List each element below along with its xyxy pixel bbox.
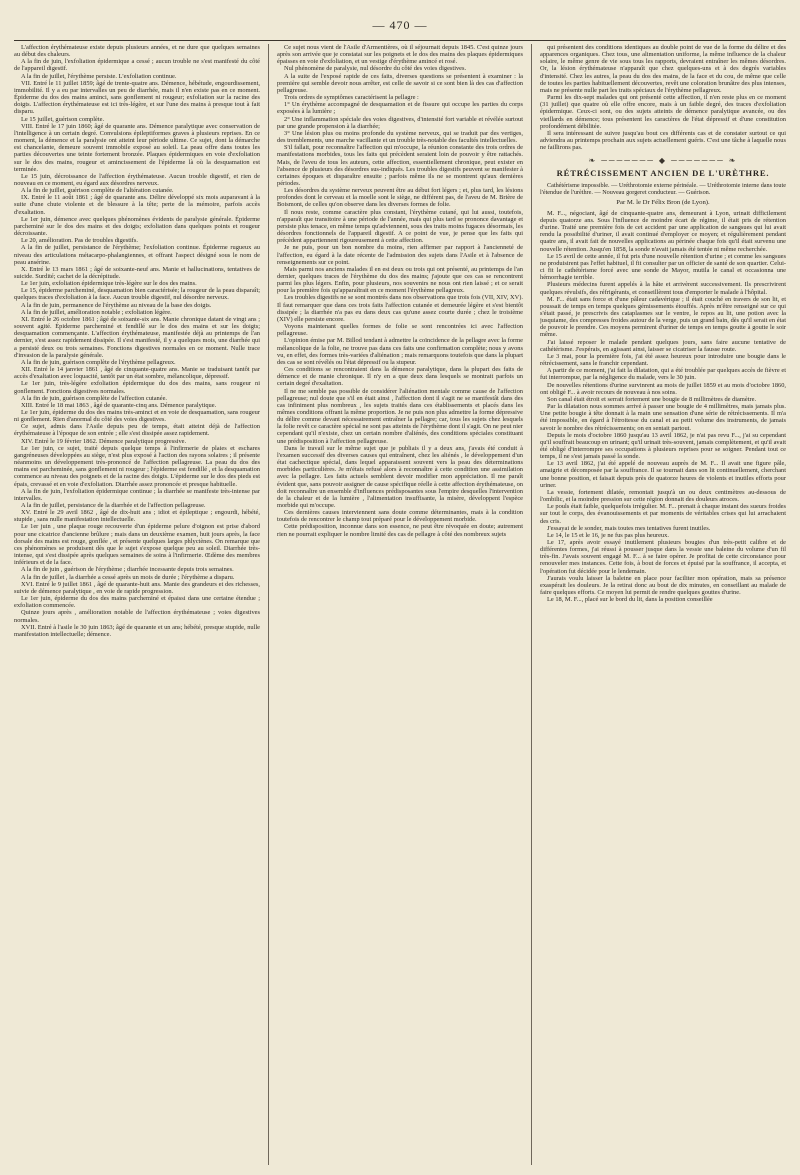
paragraph: Dans le travail sur le même sujet que je publiais il y a deux ans, j'avais été conduit à l'examen successif des diverses causes qui entraînent, chez les aliénés , le développement d'un état cachectique spécial, dans lequel apparaissent souvent vers la peau des déterminations morbides particulières. Je m'étais refusé alors à reconnaître à cette condition une assimilation avec la pellagre. Les faits actuels semblent devoir modifier mon appréciation. Il me paraît évident que, sans pouvoir assigner de cause spécifique réelle à cette affection érythémateuse, on doit reconnaître un ensemble d'influences prédisposantes sous l'empire desquelles l'intervention de la chaleur et de la lumière , l'alimentation insuffisante, la misère, développent l'espèce morbide qui m'occupe.	[277, 444, 523, 509]
paragraph: XI. Entré le 26 octobre 1861 ; âgé de soixante-six ans. Manie chronique datant de vingt ans ; souvent agité. Épiderme parcheminé et fendillé sur le dos des mains et sur les doigts; desquamation commençante. L'affection érythémateuse, manifestée déjà au printemps de l'an dernier, s'est assez rapidement dissipée. Il s'est manifesté, il y a quelques mois, une diarrhée qui a persisté deux ou trois semaines. Fonctions digestives normales en ce moment. Nulle trace d'invasion de la paralysie générale.	[14, 315, 260, 359]
paragraph: M. F..., négociant, âgé de cinquante-quatre ans, demeurant à Lyon, urinait difficilement depuis quatorze ans. Sous l'influence de moindre écart de régime, il était pris de rétention d'urine. Traité une première fois de cet accident par une application de sangsues qui lui avait rendu la possibilité d'uriner, il avait continué d'employer ce moyen; et régulièrement pendant quatre ans, il avait fait de nouvelles applications au périnée chaque fois qu'il était survenu une nouvelle rétention. Jusqu'en 1858, la sonde n'avait jamais été tentée ni même recherchée.	[540, 209, 786, 253]
paragraph: A la fin de juin, l'exfoliation épidermique a cessé ; aucun trouble ne s'est manifesté du côté de l'appareil digestif.	[14, 58, 260, 73]
paragraph: XV. Entré le 29 avril 1862 , âgé de dix-huit ans ; idiot et épileptique ; engourdi, hébété, stupide , sans nulle manifestation intellectuelle.	[14, 509, 260, 524]
paragraph: Cette prédisposition, inconnue dans son essence, ne peut être révoquée en doute; autrement rien ne pourrait expliquer le nombre limité des cas de pellagre à côté des nombreux sujets	[277, 523, 523, 538]
paragraph: A la fin de juin, l'exfoliation épidermique continue ; la diarrhée se manifeste très-intense par intervalles.	[14, 487, 260, 502]
paragraph: VII. Entré le 11 juillet 1859; âgé de trente-quatre ans. Démence, hébétude, engourdissement, immobilité. Il y a eu par intervalles un peu de diarrhée, mais il n'en existe pas en ce moment. Épiderme du dos des mains aminci, sans gonflement ni rougeur; exfoliation sur la racine des doigts. L'affection érythémateuse est ici très-légère, et sur l'une des mains à presque tout à fait disparu.	[14, 79, 260, 116]
paragraph: J'essayai de le sonder, mais toutes mes tentatives furent inutiles.	[547, 524, 711, 532]
paragraph: L'opinion émise par M. Billod tendant à admettre la coïncidence de la pellagre avec la forme mélancolique de la folie, ne trouve pas dans ces faits une confirmation complète; nous y avons vu, en effet, des formes très-variées d'aliénation ; mais remarquons toutefois que dans la plupart des cas se sont révélés ou l'état dépressif ou la stupeur.	[277, 337, 523, 366]
paragraph: Le 18, M. F..., placé sur le bord du lit, dans la position conseillée	[547, 596, 713, 604]
paragraph: Le 1er juin, exfoliation épidermique très-légère sur le dos des mains.	[21, 280, 197, 288]
paragraph: Le pouls était faible, quelquefois irrégulier. M. F... prenait à chaque instant des sueurs froides sur tout le corps, des évanouissements et par moments de véritables crises qui lui arrachaient des cris.	[540, 503, 786, 525]
paragraph: Il nous reste, comme caractère plus constant, l'érythème cutané, qui lui aussi, toutefois, n'apparaît que transitoire à une période de l'année, mais qui plus tard se prononce davantage et persiste plus tenace, en même temps qu'adviennent, sous des traits moins fugaces désormais, les désordres fonctionnels de l'appareil digestif. A ce point de vue, je pense que les faits qui précèdent appartiennent rigoureusement à cette affection.	[277, 208, 523, 245]
paragraph: Les désordres du système nerveux peuvent être au début fort légers ; et, plus tard, les lésions profondes dont le cerveau et la moelle sont le siège, ne différent pas, de l'aveu de M. Brière de Boismont, de celles qu'on observe dans les diverses formes de folie.	[277, 187, 523, 209]
section-title: RÉTRÉCISSEMENT ANCIEN DE L'URÈTHRE.	[556, 167, 770, 178]
paragraph: A la suite de l'exposé rapide de ces faits, diverses questions se présentent à examiner : la première qui semble devoir nous arrêter, est celle de savoir si ce sont bien là des cas d'affection pellagreuse.	[277, 72, 523, 94]
paragraph: qui présentent des conditions identiques au double point de vue de la forme du délire et des apparences organiques. Chez tous, une alimentation uniforme, la même influence de la chaleur solaire, le même genre de vie sous tous les rapports, devraient entraîner les mêmes désordres. Or, la lésion érythémateuse n'apparaît que chez quelques-uns et à des degrés variables d'intensité. Chez les autres, la peau du dos des mains, de la face et du cou, de même que celle de toutes les parties habituellement découvertes, revêt une coloration brunâtre des plus intenses, mais ne présente nulle part les traits spéciaux de l'érythème pellagreux.	[540, 44, 786, 94]
header-rule	[14, 40, 786, 41]
paragraph: Ce sujet nous vient de l'Asile d'Armentières, où il séjournait depuis 1845. C'est quinze jours après son arrivée que je constatai sur les poignets et le dos des mains des plaques épidermiques épaisses en voie d'exfoliation, et un vestige d'érythème amincé et rosé.	[277, 44, 523, 66]
paragraph: IX. Entré le 11 août 1861 ; âgé de quarante ans. Délire développé six mois auparavant à la suite d'une chute violente et de blessure à la tête; perte de la mémoire, parfois accès d'exaltation.	[14, 194, 260, 216]
paragraph: Nul phénomène de paralysie, nul désordre du côté des voies digestives.	[284, 65, 467, 73]
paragraph: J'aurais voulu laisser la baleine en place pour faciliter mon opération, mais sa présence exaspérait les douleurs. Je la retirai donc au bout de dix minutes, en conseillant au malade de faire quelques efforts. Ce moyen lui permit de rendre quelques gouttes d'urine.	[540, 574, 786, 597]
paragraph: Plusieurs médecins furent appelés à la hâte et arrivèrent successivement. Ils prescrivirent quelques révulsifs, des réfrigérants, et conseillèrent tous d'emporter le malade à l'hôpital.	[540, 281, 786, 296]
column-separator	[531, 44, 532, 1165]
paragraph: XII. Entré le 14 janvier 1861 , âgé de cinquante-quatre ans. Manie se traduisant tantôt par accès d'exaltation avec loquacité, tantôt par un état sombre, mélancolique, dépressif.	[14, 366, 260, 381]
page-header	[14, 14, 786, 38]
paragraph: Ces dernières causes interviennent sans doute comme déterminantes, mais à la condition toutefois de rencontrer le champ tout préparé pour le développement morbide.	[277, 509, 523, 524]
paragraph: La vessie, fortement dilatée, remontait jusqu'à un ou deux centimètres au-dessous de l'ombilic, et la moindre pression sur cette région donnait des douleurs atroces.	[540, 488, 786, 504]
paragraph: Le 1er juin , une plaque rouge recouverte d'un épiderme pelure d'oignon est prise d'abord pour une cicatrice d'ancienne brûlure ; mais dans un deuxième examen, huit jours après, la face dorsale des mains est rouge, gonflée , et présente quelques larges phlyctènes. On remarque que ces phénomènes se produisent dès que le sujet s'expose quelque peu au soleil. Diarrhée très-intense, qui s'est dissipée après quelques semaines de soins à l'infirmerie. Œdème des membres inférieurs et de la face.	[14, 523, 260, 567]
article-body	[540, 210, 786, 604]
paragraph: Il ne me semble pas possible de considérer l'aliénation mentale comme cause de l'affection pellagreuse; nul doute que s'il en était ainsi , l'affection dont il s'agit ne se manifestât dans des cas infiniment plus nombreux , les sujets traités dans ces établissements et placés dans les mêmes conditions offrant la même proportion. Je ne puis non plus admettre la forme dépressive du délire comme devant nécessairement entraîner la pellagre; car, tous les sujets chez lesquels la folie revêt ce caractère spécial ne sont pas atteints de l'érythème dont il s'agit. On ne peut nier cependant qu'il n'existe, chez un certain nombre d'aliénés, des conditions spéciales constituant une prédisposition à l'affection pellagreuse.	[277, 387, 523, 445]
paragraph: Le 14, le 15 et le 16, je ne fus pas plus heureux.	[547, 531, 669, 539]
paragraph: Depuis le mois d'octobre 1860 jusqu'au 13 avril 1862, je n'ai pas revu F..., j'ai su cependant qu'il souffrait beaucoup en urinant; qu'il urinait très-souvent, jamais complètement, et qu'il avait été obligé d'interrompre ses occupations à plusieurs reprises pour se soigner. Pendant tout ce temps, il ne s'est jamais passé la sonde.	[540, 431, 786, 461]
paragraph: L'affection érythémateuse existe depuis plusieurs années, et ne dure que quelques semaines au début des chaleurs.	[14, 44, 260, 59]
paragraph: Le 15 juillet, guérison complète.	[21, 115, 105, 123]
paragraph: Le 1er juin, très-légère exfoliation épidermique du dos des mains, sans rougeur ni gonflement. Fonctions digestives normales.	[14, 380, 260, 395]
paragraph: J'ai laissé reposer le malade pendant quelques jours, sans faire aucune tentative de cathétérisme. J'espérais, en agissant ainsi, laisser se cicatriser la fausse route.	[540, 338, 786, 353]
paragraph: Ces conditions se rencontraient dans la démence paralytique, dans la plupart des faits de démence et de manie chronique. Il n'y en a que deux dans lesquels se montrait parfois un certain degré d'exaltation.	[277, 366, 523, 388]
paragraph: A la fin de juillet, persistance de la diarrhée et de l'affection pellagreuse.	[21, 502, 206, 509]
column-2	[277, 44, 523, 1165]
paragraph: A la fin de juillet, amélioration notable ; exfoliation légère.	[21, 308, 172, 316]
paragraph: Le 3 mai, pour la première fois, j'ai été assez heureux pour introduire une bougie dans le rétrécissement, sans le franchir cependant.	[540, 352, 786, 368]
paragraph: A la fin de juin, permanence de l'érythème au niveau de la base des doigts.	[21, 301, 212, 309]
section-summary: Cathétérisme impossible. — Uréthrotomie externe périnéale. — Uréthrotomie interne dans toute l'étendue de l'urèthre. — Nouveau gorgeret conducteur. — Guérison.	[540, 181, 786, 196]
paragraph: Parmi les dix-sept malades qui ont présenté cette affection, il n'en reste plus en ce moment (31 juillet) que quatre où elle offre encore, mais à un faible degré, des traces d'exfoliation épidermique. Ceux-ci sont, ou des sujets atteints de démence paralytique avancée, ou des vieillards en démence; tous présentent les caractères de l'état dépressif et d'une constitution profondément débilitée.	[540, 94, 786, 130]
paragraph: A partir de ce moment, j'ai fait la dilatation, qui a été troublée par quelques accès de fièvre et fut interrompue, par la négligence du malade, vers le 30 juin.	[540, 367, 786, 382]
paragraph: S'il fallait, pour reconnaître l'affection qui m'occupe, la réunion constante des trois ordres de manifestations morbides, tous les faits qui précèdent seraient loin de pouvoir y être rattachés. Mais, de l'aveu de tous les auteurs, cette affection, essentiellement chronique, peut exister en l'absence de plusieurs des désordres sus-indiqués. Les troubles digestifs peuvent se manifester à certaines époques et disparaître ensuite ; parfois même ils ne se montrent qu'aux dernières périodes.	[277, 144, 523, 187]
paragraph: Les troubles digestifs ne se sont montrés dans nos observations que trois fois (VII, XIV, XV). Il faut remarquer que dans ces trois faits l'affection cutanée et demeurée légère et s'est bientôt dissipée ; la diarrhée n'a pas eu dans deux cas qu'une assez courte durée ; chez le troisième (XIV) elle persiste encore.	[277, 294, 523, 323]
paragraph: Son canal était étroit et serrait fortement une bougie de 8 millimètres de diamètre.	[547, 395, 757, 403]
paragraph: A la fin de juillet, l'érythème persiste. L'exfoliation continue.	[21, 72, 177, 80]
column-3	[540, 44, 786, 1165]
paragraph: VIII. Entré le 17 juin 1860; âgé de quarante ans. Démence paralytique avec conservation de l'intelligence à un certain degré. Convulsions épileptiformes graves à plusieurs reprises. En ce moment, la démence et la paralysie ont atteint leur période ultime. Ce sujet, dont la démarche est chancelante, demeure souvent immobile exposé au soleil. La peau offre dans toutes les parties découvertes une teinte fortement bronzée. Plaques épidermiques en voie d'exfoliation sur le dos des mains, rougeur et amincissement de l'épiderme là où la desquamation est terminée.	[14, 122, 260, 173]
section-author: Par M. le Dr Félix Bron (de Lyon).	[616, 198, 710, 206]
paragraph: Mais parmi nos anciens malades il en est deux ou trois qui ont présenté, au printemps de l'an dernier, quelques traces de l'érythème du dos des mains; j'ajoute que ces cas se rencontrent parmi les plus légers. Enfin, pour plusieurs, nos souvenirs ne nous ont rien laissé ; et ce serait pour la première fois qu'apparaîtrait en ce moment l'érythème pellagreux.	[277, 265, 523, 295]
paragraph: Le 1er juin, épiderme du dos des mains très-aminci et en voie de desquamation, sans rougeur ni gonflement. Rien d'anormal du côté des voies digestives.	[14, 408, 260, 424]
paragraph: Trois ordres de symptômes caractérisent la pellagre :	[284, 94, 419, 102]
paragraph: A la fin de juin, guérison complète de l'affection cutanée.	[21, 394, 168, 402]
paragraph: Le 13 avril 1862, j'ai été appelé de nouveau auprès de M. F... Il avait une figure pâle, amaigrie et décomposée par la souffrance. Il se tournait dans son lit continuellement, cherchant une bonne position, et faisait depuis près de quatorze heures de violents et inutiles efforts pour uriner.	[540, 460, 786, 489]
paragraph: 2° Une inflammation spéciale des voies digestives, d'intensité fort variable et révélée surtout par une grande propension à la diarrhée;	[277, 115, 523, 130]
page-number: — 470 —	[372, 18, 428, 32]
paragraph: M. F... était sans force et d'une pâleur cadavérique ; il était couché en travers de son lit, et poussait de temps en temps quelques gémissements étouffés. Après m'être renseigné sur ce qui s'était passé, je prescrivis des cataplasmes sur le ventre, le repos au lit, une potion avec la jusquiame, des compresses froides autour de la verge, puis un grand bain, dès qu'il serait en état de pouvoir le prendre. Ces moyens permirent d'uriner de temps en temps goutte à goutte le soir même.	[540, 295, 786, 339]
column-separator	[268, 44, 269, 1165]
column-1	[14, 44, 260, 1165]
paragraph: A la fin de juin , guérison de l'érythème ; diarrhée incessante depuis trois semaines.	[21, 566, 234, 574]
paragraph: Par la dilatation nous sommes arrivé à passer une bougie de 4 millimètres, mais jamais plus. Une petite bougie à tête donnait à la main une sensation d'une série de rétrécissements. Il m'a été impossible, en égard à l'étroitesse du canal et au petit volume des instruments, de jamais savoir le nombre des rétrécissements; on en sentait partout.	[540, 403, 786, 432]
paragraph: Quinze jours après , amélioration notable de l'affection érythémateuse ; voies digestives normales.	[14, 609, 260, 624]
paragraph: Le 1er juin, démence avec quelques phénomènes évidents de paralysie générale. Épiderme parcheminé sur le dos des mains et des doigts; exfoliation dans quelques points et rougeur décroissante.	[14, 215, 260, 238]
paragraph: XVI. Entré le 9 juillet 1861 , âgé de quarante-huit ans. Manie des grandeurs et des richesses, suivie de démence paralytique , en voie de rapide progression.	[14, 580, 260, 595]
paragraph: Le 17, après avoir essayé inutilement plusieurs bougies d'un très-petit calibre et de différentes formes, j'ai réussi à pousser jusque dans la vessie une baleine du volume d'un fil très-fin. J'avais souvent engagé M. F... à se faire opérer. Je profitai de cette circonstance pour renouveler mes instances. Cette fois, à bout de forces et épuisé par la souffrance, il accepta, et l'opération fut décidée pour le lendemain.	[540, 539, 786, 575]
paragraph: Le 15 avril de cette année, il fut pris d'une nouvelle rétention d'urine ; et comme les sangsues ne produisirent pas l'effet habituel, il fit consulter par un officier de santé de son quartier. Celui-ci fit le cathétérisme forcé avec une sonde de Mayor, mutila le canal et occasionna une hémorrhagie terrible.	[540, 252, 786, 282]
text-columns	[14, 44, 786, 1165]
paragraph: Il sera intéressant de suivre jusqu'au bout ces différents cas et de constater surtout ce qui adviendra au printemps prochain aux sujets actuellement guéris. C'est une tâche à laquelle nous ne faillirons pas.	[540, 129, 786, 152]
column-3-continuation	[540, 44, 786, 151]
paragraph: Ce sujet, admis dans l'Asile depuis peu de temps, était atteint déjà de l'affection érythémateuse à l'époque de son entrée ; elle s'est dissipée assez rapidement.	[14, 423, 260, 438]
paragraph: Le 1er juin, ce sujet, traité depuis quelque temps à l'infirmerie de plaies et eschares gangréneuses développées au siège, n'est plus exposé à l'action des rayons solaires ; il présente néanmoins un développement très-prononcé de l'affection pellagreuse. La peau du dos des mains est parcheminée, sans gonflement ni rougeur ; l'épiderme est fendillé , et la desquamation commence au niveau des poignets et de la racine des doigts. L'épiderme sur le dos des pieds est épais, crevassé et en voie d'exfoliation. Diarrhée assez prononcée et presque habituelle.	[14, 444, 260, 488]
paragraph: De nouvelles rétentions d'urine survinrent au mois de juillet 1859 et au mois d'octobre 1860, ont obligé F... à avoir recours de nouveau à nos soins.	[540, 381, 786, 396]
paragraph: A la fin de juin, guérison complète de l'érythème pellagreux.	[21, 358, 176, 366]
paragraph: Voyons maintenant quelles formes de folie se sont rencontrées ici avec l'affection pellagreuse.	[277, 323, 523, 338]
section-ornament: ❧ ─────── ◆ ─────── ❧	[588, 156, 738, 166]
paragraph: 3° Une lésion plus ou moins profonde du système nerveux, qui se traduit par des vertiges, des tremblements, une marche vacillante et un trouble très-notable des facultés intellectuelles.	[277, 129, 523, 145]
paragraph: A la fin de juillet, guérison complète de l'altération cutanée.	[21, 187, 174, 195]
paragraph: 1° Un érythème accompagné de desquamation et de fissure qui occupe les parties du corps exposées à la lumière ;	[277, 101, 523, 116]
paragraph: Le 1er juin, épiderme du dos des mains parcheminé et épaissi dans une certaine étendue ; exfoliation commencée.	[14, 595, 260, 610]
paragraph: Je ne puis, pour un bon nombre du moins, rien affirmer par rapport à l'ancienneté de l'affection, eu égard à la date récente de l'admission des sujets dans l'Asile et à l'absence de renseignements sur ce point.	[277, 244, 523, 266]
paragraph: XIII. Entré le 18 mai 1863 , âgé de quarante-cinq ans. Démence paralytique.	[21, 401, 217, 409]
paragraph: A la fin de juillet, persistance de l'érythème; l'exfoliation continue. Épiderme rugueux au niveau des articulations métacarpo-phalangiennes, et offrant l'aspect désigné sous le nom de peau ansérine.	[14, 244, 260, 266]
paragraph: A la fin de juillet , la diarrhée a cessé après un mois de durée ; l'érythème a disparu.	[21, 573, 235, 581]
paragraph: Le 15, épiderme parcheminé, desquamation bien caractérisée; la rougeur de la peau disparaît; quelques traces d'exfoliation à la face. Aucun trouble digestif, nul désordre nerveux.	[14, 287, 260, 302]
paragraph: XIV. Entré le 19 février 1862. Démence paralytique progressive.	[21, 437, 187, 445]
paragraph: Le 15 juin, décroissance de l'affection érythémateuse. Aucun trouble digestif, et rien de nouveau en ce moment, eu égard aux désordres nerveux.	[14, 172, 260, 187]
paragraph: XVII. Entré à l'asile le 30 juin 1863; âgé de quarante et un ans; hébété, presque stupide, nulle manifestation intellectuelle; démence.	[14, 623, 260, 638]
paragraph: Le 20, amélioration. Pas de troubles digestifs.	[21, 237, 138, 245]
paragraph: X. Entré le 13 mars 1861 ; âgé de soixante-neuf ans. Manie et hallucinations, tentatives de suicide. Surdité; cachet de la décrépitude.	[14, 265, 260, 280]
